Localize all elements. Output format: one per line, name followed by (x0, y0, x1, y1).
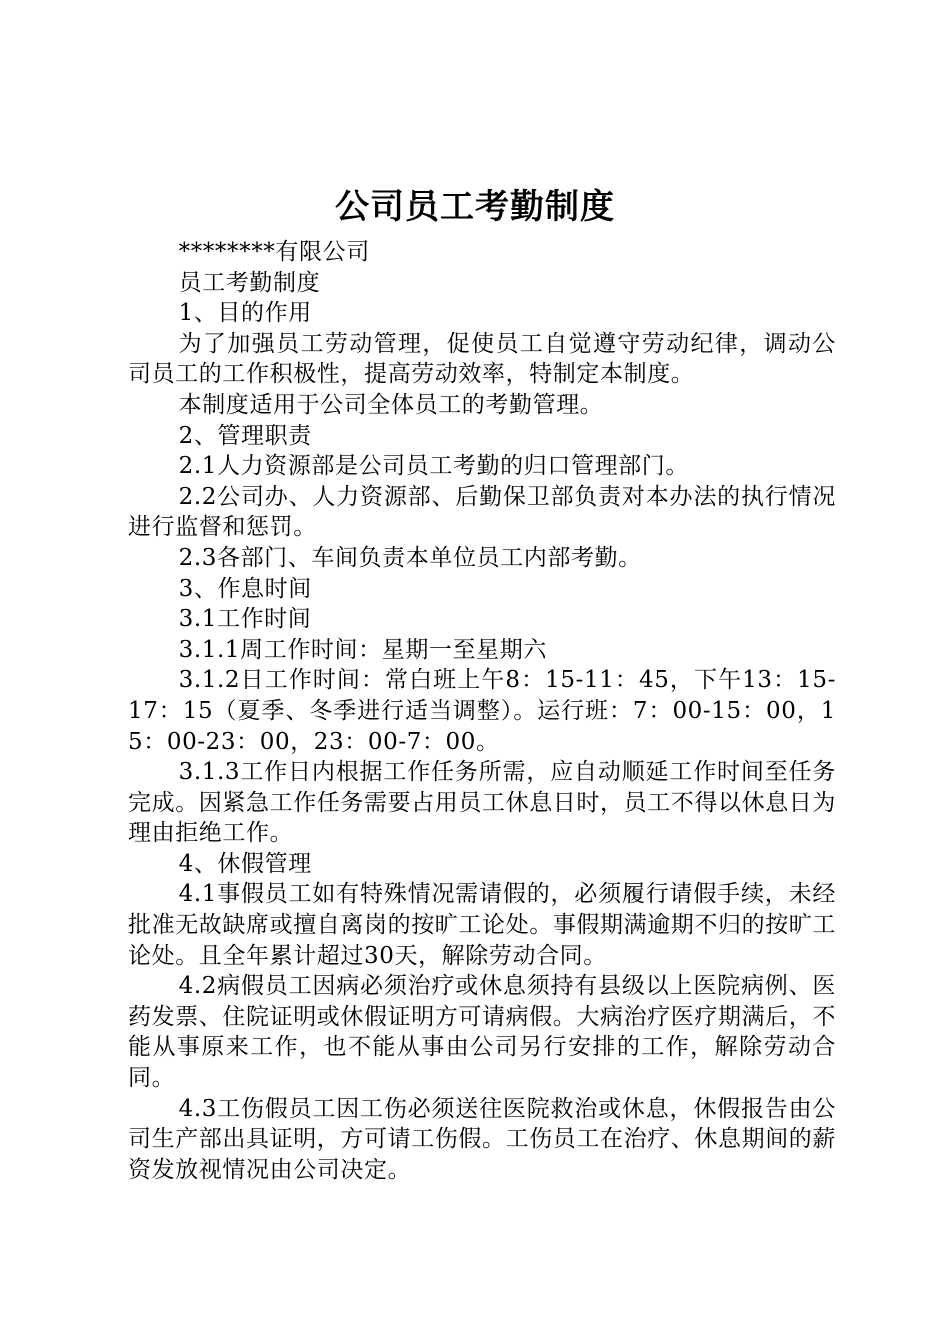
paragraph: 3.1.2日工作时间：常白班上午8：15-11：45，下午13：15-17：15（夏季、冬季进行适当调整）。运行班：7：00-15：00，15：00-23：00，23：00-7：00。 (128, 667, 836, 755)
paragraph: 4.1事假员工如有特殊情况需请假的，必须履行请假手续，未经批准无故缺席或擅自离岗的按旷工论处。事假期满逾期不归的按旷工论处。且全年累计超过30天，解除劳动合同。 (128, 881, 836, 969)
subsection-heading-work-time: 3.1工作时间 (178, 606, 312, 633)
section-heading-purpose: 1、目的作用 (178, 300, 312, 327)
paragraph: 为了加强员工劳动管理，促使员工自觉遵守劳动纪律，调动公司员工的工作积极性，提高劳动效率，特制定本制度。 (128, 330, 836, 388)
section-heading-responsibility: 2、管理职责 (178, 422, 312, 449)
section-heading-leave: 4、休假管理 (178, 850, 312, 877)
paragraph-company-name: ********有限公司 (178, 239, 370, 265)
paragraph: 2.3各部门、车间负责本单位员工内部考勤。 (178, 544, 642, 571)
paragraph: 3.1.3工作日内根据工作任务所需，应自动顺延工作时间至任务完成。因紧急工作任务需要占用员工休息日时，员工不得以休息日为理由拒绝工作。 (128, 759, 836, 847)
paragraph: 4.2病假员工因病必须治疗或休息须持有县级以上医院病例、医药发票、住院证明或休假证明方可请病假。大病治疗医疗期满后，不能从事原来工作，也不能从事由公司另行安排的工作，解除劳动合同。 (128, 973, 836, 1092)
document-title: 公司员工考勤制度 (335, 187, 615, 227)
document-body (128, 237, 836, 1185)
paragraph: 3.1.1周工作时间：星期一至星期六 (178, 636, 547, 663)
paragraph: 本制度适用于公司全体员工的考勤管理。 (178, 391, 604, 418)
section-heading-schedule: 3、作息时间 (178, 575, 312, 602)
paragraph: 2.1人力资源部是公司员工考勤的归口管理部门。 (178, 453, 689, 480)
paragraph: 4.3工伤假员工因工伤必须送往医院救治或休息，休假报告由公司生产部出具证明，方可请工伤假。工伤员工在治疗、休息期间的薪资发放视情况由公司决定。 (128, 1095, 836, 1183)
paragraph: 2.2公司办、人力资源部、后勤保卫部负责对本办法的执行情况进行监督和惩罚。 (128, 483, 836, 541)
paragraph-subtitle: 员工考勤制度 (178, 269, 321, 296)
